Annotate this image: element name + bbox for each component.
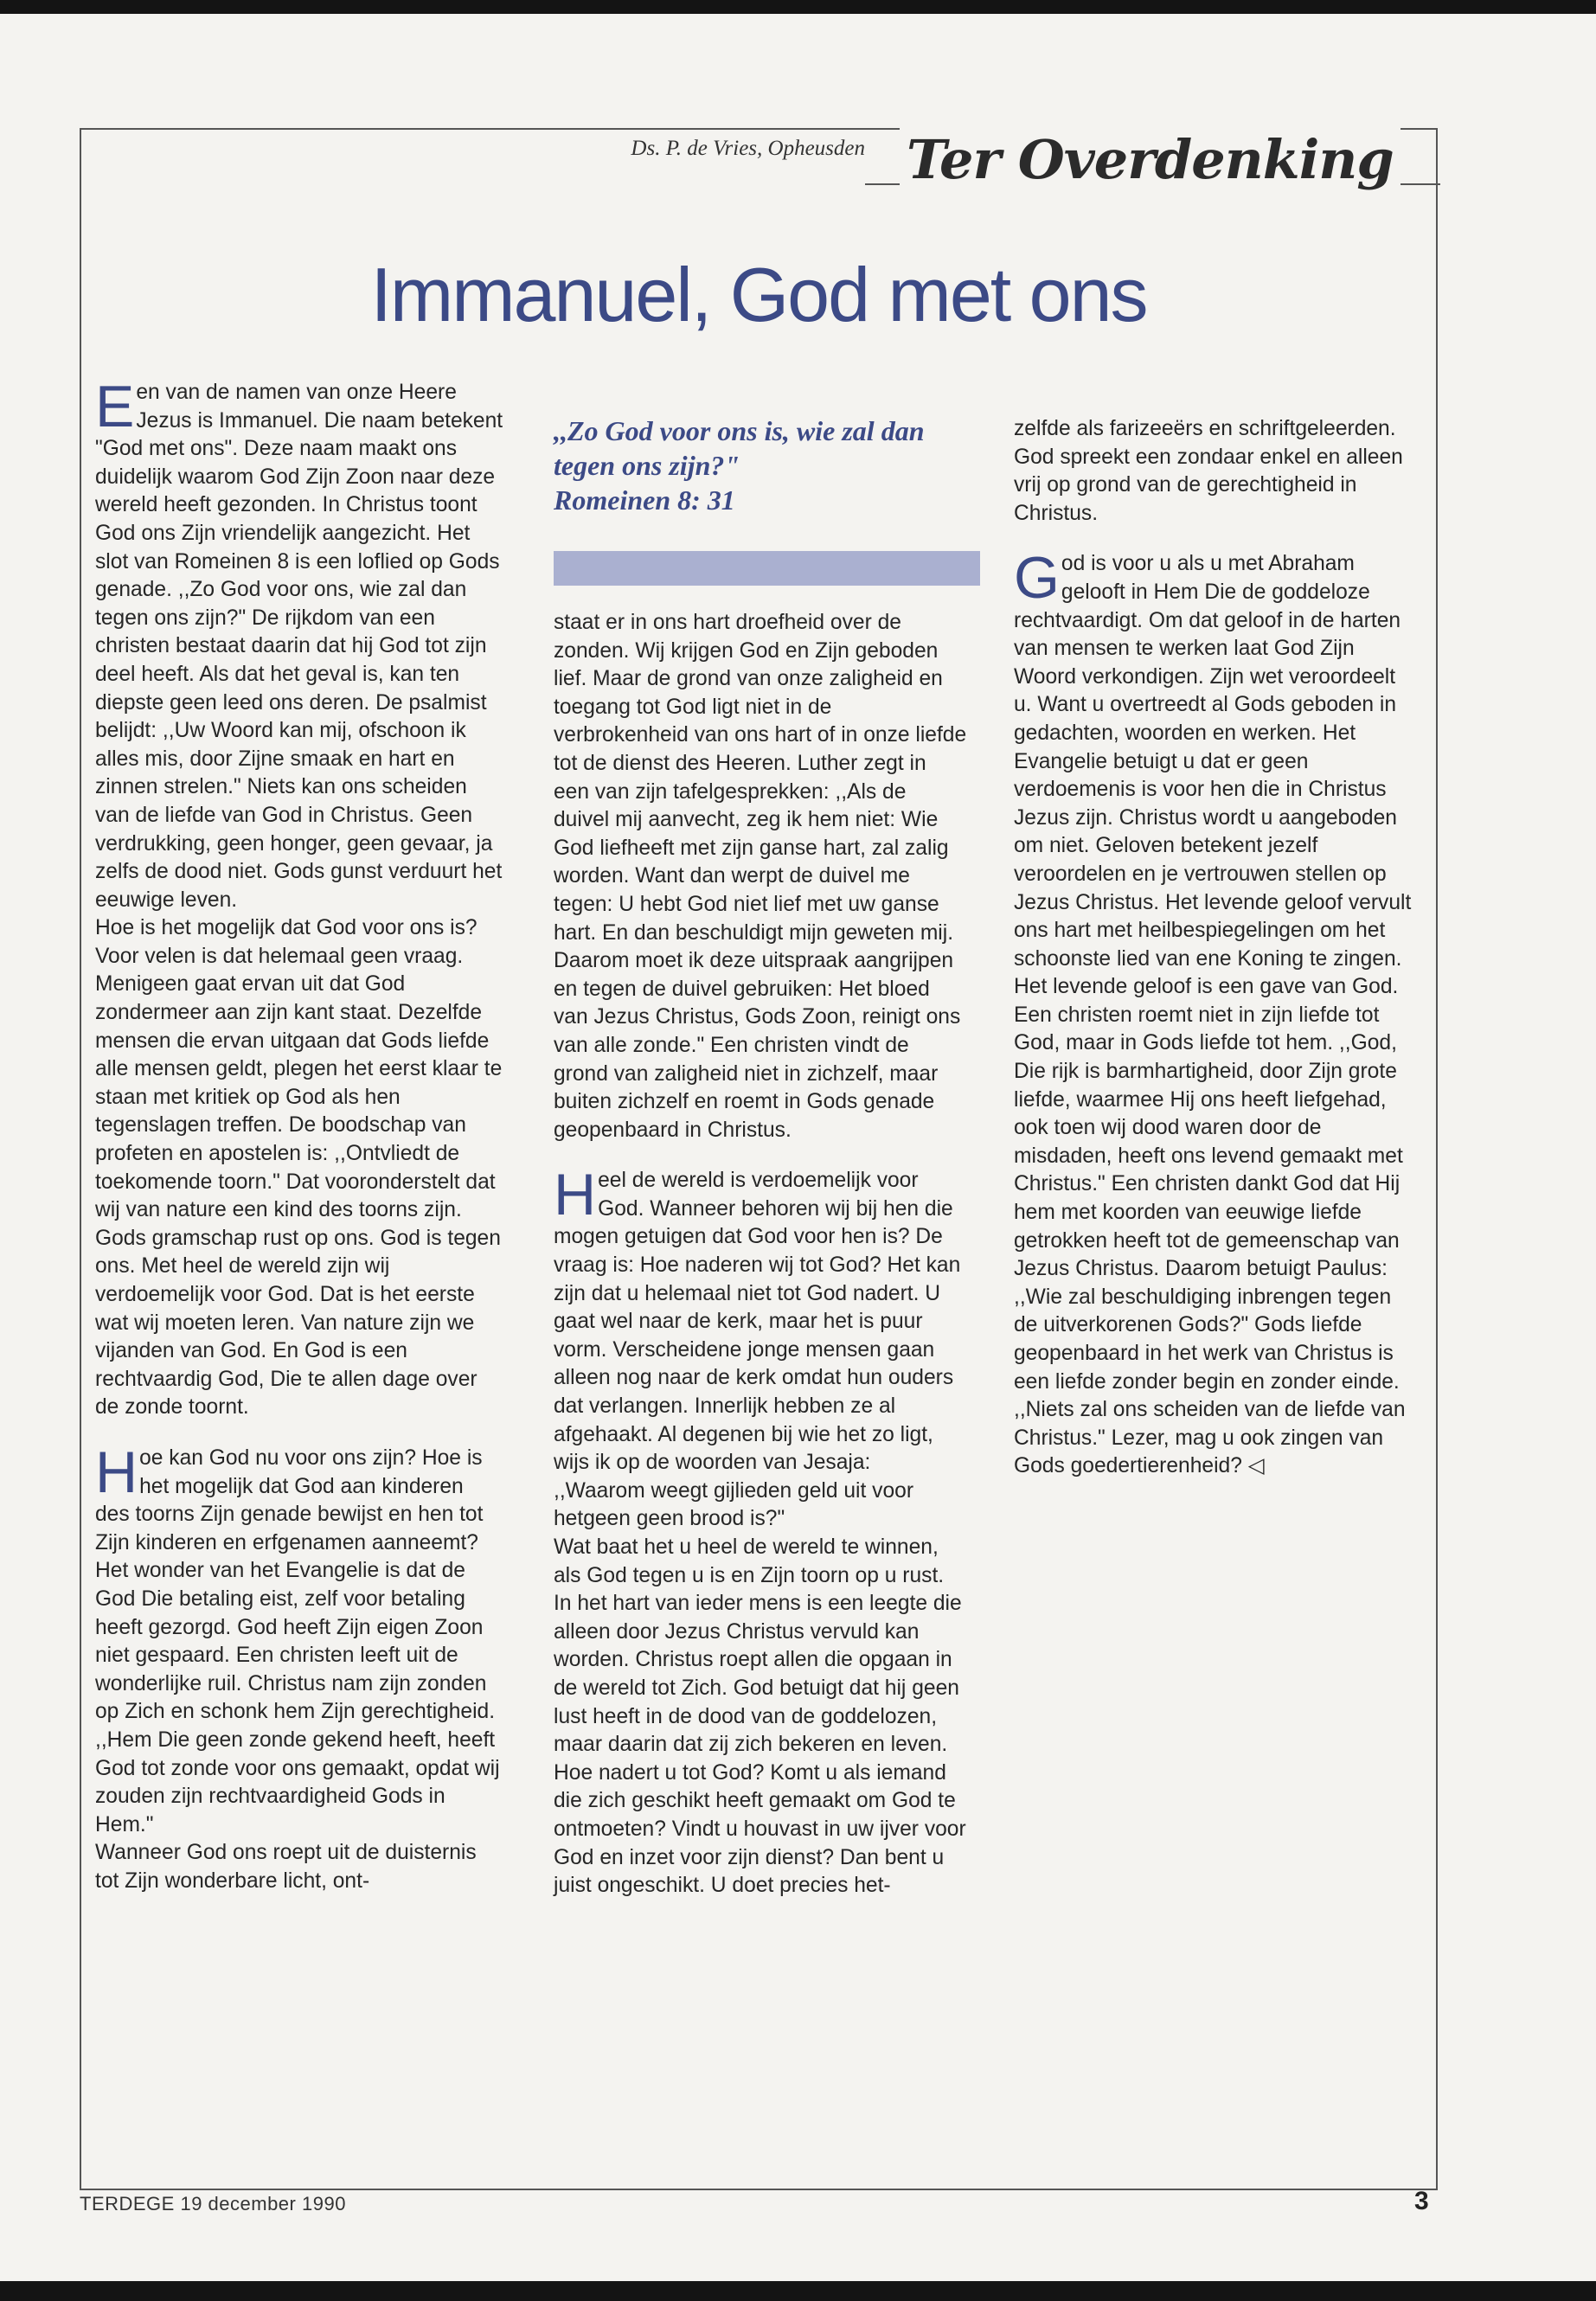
- paragraph: God is voor u als u met Abraham gelooft in Hem Die de goddeloze rechtvaardigt. Om dat geloof in de harten van mensen te werken laat God Zijn Woord verkondigen. Zijn wet veroordeelt u. Want u overtreedt al Gods geboden in gedachten, woorden en werken. Het Evangelie betuigt u dat er geen verdoemenis is voor hen die in Christus Jezus zijn. Christus wordt u aangeboden om niet. Geloven betekent jezelf veroordelen en je vertrouwen stellen op Jezus Christus. Het levende geloof vervult ons hart met heilbespiegelingen om het schoonste lied van ene Koning te zingen.: [1014, 545, 1412, 971]
- paragraph: Wat baat het u heel de wereld te winnen, als God tegen u is en Zijn toorn op u rust. In het hart van ieder mens is een leegte die alleen door Jezus Christus vervuld kan worden. Christus roept allen die opgaan in de wereld tot Zich. God betuigt dat hij geen lust heeft in de dood van de goddelozen, maar daarin dat zij zich bekeren en leven.: [554, 1535, 962, 1757]
- paragraph: Hoe kan God nu voor ons zijn? Hoe is het mogelijk dat God aan kinderen des toorns Zijn genade bewijst en hen tot Zijn kinderen en erfgenamen aanneemt? Het wonder van het Evangelie is dat de God Die betaling eist, zelf voor betaling heeft gezorgd. God heeft Zijn eigen Zoon niet gespaard. Een christen leeft uit de wonderlijke ruil. Christus nam zijn zonden op Zich en schonk hem Zijn gerechtigheid. ,,Hem Die geen zonde gekend heeft, heeft God tot zonde voor ons gemaakt, opdat wij zouden zijn rechtvaardigheid Gods in Hem.": [95, 1439, 500, 1836]
- paragraph: zelfde als farizeeërs en schriftgeleerden. God spreekt een zondaar enkel en alleen vrij op grond van de gerechtigheid in Christus.: [1014, 417, 1403, 525]
- footer-publication: TERDEGE 19 december 1990: [80, 2193, 346, 2214]
- article-headline: Immanuel, God met ons: [370, 252, 1147, 337]
- text-column-1: [95, 374, 503, 1895]
- pull-quote-text: ,,Zo God voor ons is, wie zal dan tegen ons zijn?": [554, 415, 925, 481]
- scan-bottom-edge: [0, 2281, 1596, 2301]
- text-column-3: [1014, 415, 1412, 1481]
- paragraph: Een van de namen van onze Heere Jezus is Immanuel. Die naam betekent "God met ons". Deze naam maakt ons duidelijk waarom God Zijn Zoon naar deze wereld heeft gezonden. In Christus toont God ons Zijn vriendelijk aangezicht. Het slot van Romeinen 8 is een loflied op Gods genade. ,,Zo God voor ons, wie zal dan tegen ons zijn?" De rijkdom van een christen bestaat daarin dat hij God tot zijn deel heeft. Als dat het geval is, kan ten diepste geen leed ons deren. De psalmist belijdt: ,,Uw Woord kan mij, ofschoon ik alles mis, door Zijne smaak en hart en zinnen strelen." Niets kan ons scheiden van de liefde van God in Christus. Geen verdrukking, geen honger, geen gevaar, ja zelfs de dood niet. Gods gunst verduurt het eeuwige leven.: [95, 374, 503, 912]
- paragraph: Heel de wereld is verdoemelijk voor God. Wanneer behoren wij bij hen die mogen getuigen dat God voor hen is? De vraag is: Hoe naderen wij tot God? Het kan zijn dat u helemaal niet tot God nadert. U gaat wel naar de kerk, maar het is puur vorm. Verscheidene jonge mensen gaan alleen nog naar de kerk omdat hun ouders dat verlangen. Innerlijk hebben ze al afgehaakt. Al degenen bij wie het zo ligt, wijs ik op de woorden van Jesaja: ,,Waarom weegt gijlieden geld uit voor hetgeen geen brood is?": [554, 1162, 961, 1531]
- section-title: Ter Overdenking: [900, 128, 1401, 191]
- drop-cap: E: [95, 374, 135, 439]
- scan-top-edge: [0, 0, 1596, 14]
- paragraph: Het levende geloof is een gave van God. Een christen roemt niet in zijn liefde tot God, maar in Gods liefde tot hem. ,,God, Die rijk is barmhartigheid, door Zijn grote liefde, waarmee Hij ons heeft liefgehad, ook toen wij dood waren door de misdaden, heeft ons levend gemaakt met Christus." Een christen dankt God dat Hij hem met koorden van eeuwige liefde getrokken heeft tot de gemeenschap van Jezus Christus. Daarom betuigt Paulus: ,,Wie zal beschuldiging inbrengen tegen de uitverkorenen Gods?" Gods liefde geopenbaard in het werk van Christus is een liefde zonder begin en zonder einde. ,,Niets zal ons scheiden van de liefde van Christus." Lezer, mag u ook zingen van Gods goedertierenheid? ◁: [1014, 975, 1406, 1478]
- drop-cap: H: [554, 1162, 597, 1228]
- paragraph: staat er in ons hart droefheid over de zonden. Wij krijgen God en Zijn geboden lief. Maar de grond van onze zaligheid en toegang tot God ligt niet in de verbrokenheid van ons hart of in onze liefde tot de dienst des Heeren. Luther zegt in een van zijn tafelgesprekken: ,,Als de duivel mij aanvecht, zeg ik hem niet: Wie God liefheeft met zijn ganse hart, zal zalig worden. Want dan werpt de duivel me tegen: U hebt God niet lief met uw ganse hart. En dan beschuldigt mijn geweten mij. Daarom moet ik deze uitspraak aangrijpen en tegen de duivel gebruiken: Het bloed van Jezus Christus, Gods Zoon, reinigt ons van alle zonde." Een christen vindt de grond van zaligheid niet in zichzelf, maar buiten zichzelf en roemt in Gods genade geopenbaard in Christus.: [554, 611, 967, 1142]
- drop-cap: H: [95, 1439, 138, 1505]
- author-byline: Ds. P. de Vries, Opheusden: [631, 137, 865, 160]
- pull-quote-bar: [554, 551, 980, 586]
- paragraph: Wanneer God ons roept uit de duisternis tot Zijn wonderbare licht, ont-: [95, 1841, 477, 1893]
- pull-quote-reference: Romeinen 8: 31: [554, 484, 735, 516]
- drop-cap: G: [1014, 545, 1060, 612]
- paragraph: Hoe nadert u tot God? Komt u als iemand die zich geschikt heeft gemaakt om God te ontmoeten? Vindt u houvast in uw ijver voor God en inzet voor zijn dienst? Dan bent u juist ongeschikt. U doet precies het-: [554, 1760, 966, 1898]
- page-number: 3: [1414, 2187, 1429, 2215]
- text-column-2: [554, 609, 967, 1900]
- paragraph: Hoe is het mogelijk dat God voor ons is? Voor velen is dat helemaal geen vraag. Menigeen gaat ervan uit dat God zondermeer aan zijn kant staat. Dezelfde mensen die ervan uitgaan dat Gods liefde alle mensen geldt, plegen het eerst klaar te staan met kritiek op God als hen tegenslagen treffen. De boodschap van profeten en apostelen is: ,,Ontvliedt de toekomende toorn." Dat vooronderstelt dat wij van nature een kind des toorns zijn. Gods gramschap rust op ons. God is tegen ons. Met heel de wereld zijn wij verdoemelijk voor God. Dat is het eerste wat wij moeten leren. Van nature zijn we vijanden van God. En God is een rechtvaardig God, Die te allen dage over de zonde toornt.: [95, 916, 503, 1420]
- pull-quote: [554, 413, 969, 517]
